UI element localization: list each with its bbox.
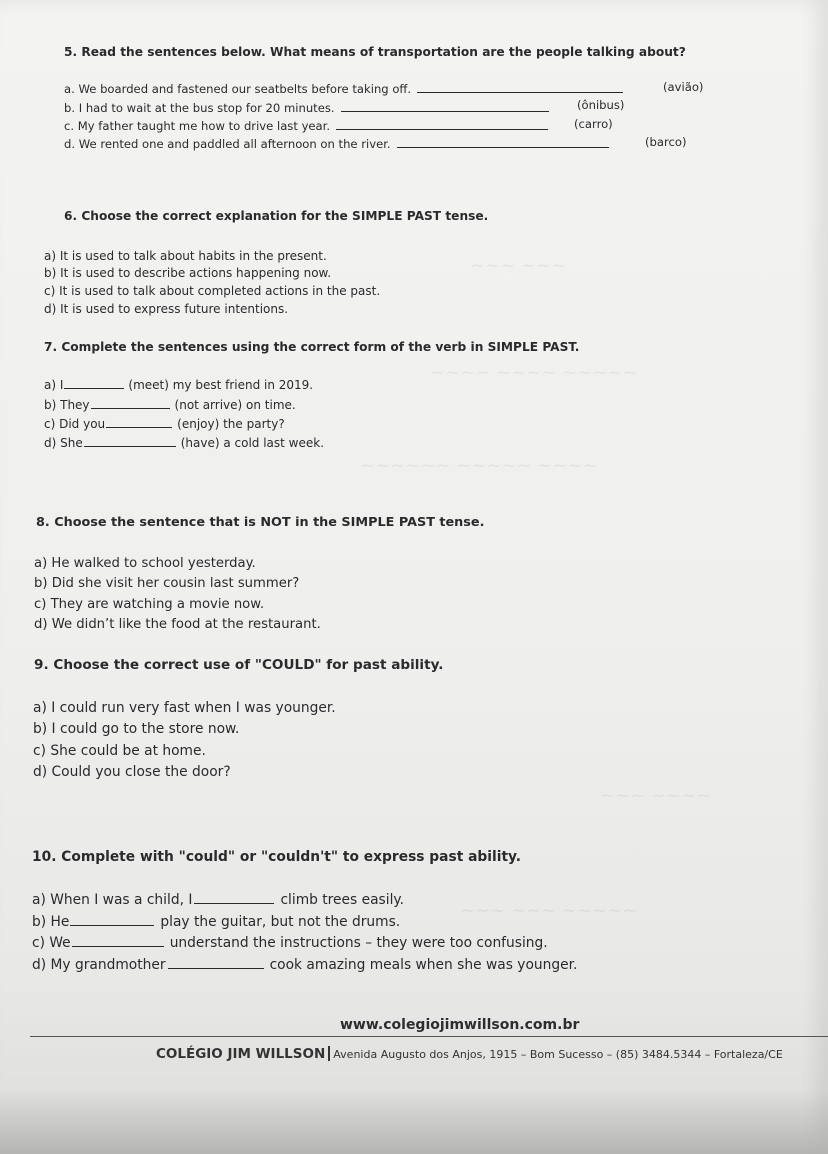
question-5-item-b [64, 101, 549, 115]
question-5-title: 5. Read the sentences below. What means of transportation are the people talking about? [64, 45, 686, 59]
footer-separator [328, 1046, 330, 1061]
answer-blank[interactable] [72, 946, 164, 947]
question-10-item-d [32, 957, 577, 973]
item-suffix: (not arrive) on time. [174, 398, 296, 412]
question-8-option-a[interactable]: a) He walked to school yesterday. [34, 556, 256, 571]
question-7-item-c [44, 417, 285, 431]
item-text: d. We rented one and paddled all afternoon on the river. [64, 137, 391, 151]
answer-blank[interactable] [84, 446, 176, 447]
question-9-option-c[interactable]: c) She could be at home. [33, 743, 206, 759]
answer-blank[interactable] [341, 111, 549, 112]
item-prefix: a) When I was a child, I [32, 892, 193, 908]
question-7-item-b [44, 398, 296, 412]
answer-blank[interactable] [336, 129, 548, 130]
bleed-through-mark: ~~~ ~~~ [470, 255, 567, 276]
item-text: b. I had to wait at the bus stop for 20 minutes. [64, 101, 335, 115]
item-suffix: climb trees easily. [280, 892, 404, 908]
answer-blank[interactable] [70, 925, 154, 926]
bleed-through-mark: ~~~~~~ ~~~~~ ~~~~ [360, 455, 598, 476]
answer-blank[interactable] [397, 147, 609, 148]
item-suffix: cook amazing meals when she was younger. [269, 957, 578, 973]
answer-blank[interactable] [106, 427, 172, 428]
item-prefix: c) We [32, 935, 71, 951]
question-10-item-c [32, 935, 548, 951]
hint-carro: (carro) [574, 117, 613, 131]
answer-blank[interactable] [417, 92, 623, 93]
answer-blank[interactable] [194, 903, 274, 904]
question-6-option-c[interactable]: c) It is used to talk about completed actions in the past. [44, 284, 381, 298]
bleed-through-mark: ~~~ ~~~ ~~~~~ [460, 900, 638, 921]
question-10-item-b [32, 914, 400, 930]
school-website: www.colegiojimwillson.com.br [340, 1017, 580, 1033]
item-prefix: d) My grandmother [32, 957, 166, 973]
question-5-item-c [64, 119, 548, 133]
question-5-item-a [64, 82, 623, 96]
question-6-option-d[interactable]: d) It is used to express future intentions. [44, 302, 289, 316]
item-suffix: play the guitar, but not the drums. [160, 914, 401, 930]
item-prefix: b) He [32, 914, 70, 930]
item-suffix: (meet) my best friend in 2019. [128, 378, 314, 392]
item-prefix: c) Did you [44, 417, 106, 431]
question-8-option-b[interactable]: b) Did she visit her cousin last summer? [34, 576, 300, 591]
question-8-title: 8. Choose the sentence that is NOT in the SIMPLE PAST tense. [36, 515, 485, 530]
question-9-option-a[interactable]: a) I could run very fast when I was younger. [33, 700, 336, 716]
hint-aviao: (avião) [663, 80, 704, 94]
question-7-title: 7. Complete the sentences using the correct form of the verb in SIMPLE PAST. [44, 340, 580, 354]
question-10-title: 10. Complete with "could" or "couldn't" to express past ability. [32, 849, 522, 865]
item-text: a. We boarded and fastened our seatbelts before taking off. [64, 82, 412, 96]
hint-barco: (barco) [645, 135, 687, 149]
item-suffix: (have) a cold last week. [180, 436, 325, 450]
question-7-item-a [44, 378, 313, 392]
item-suffix: (enjoy) the party? [177, 417, 285, 431]
question-10-item-a [32, 892, 404, 908]
page-bottom-shadow [0, 1090, 828, 1154]
bleed-through-mark: ~~~~ ~~~~ ~~~~~ [430, 362, 638, 383]
school-address: Avenida Augusto dos Anjos, 1915 – Bom Sucesso – (85) 3484.5344 – Fortaleza/CE [333, 1048, 783, 1061]
footer-divider [30, 1036, 828, 1037]
question-9-title: 9. Choose the correct use of "COULD" for past ability. [34, 657, 444, 673]
question-6-option-b[interactable]: b) It is used to describe actions happening now. [44, 266, 332, 280]
answer-blank[interactable] [168, 968, 264, 969]
item-prefix: d) She [44, 436, 83, 450]
question-5-item-d [64, 137, 609, 151]
question-6-option-a[interactable]: a) It is used to talk about habits in the present. [44, 249, 327, 263]
question-6-title: 6. Choose the correct explanation for the SIMPLE PAST tense. [64, 209, 489, 223]
question-9-option-d[interactable]: d) Could you close the door? [33, 764, 231, 780]
item-prefix: b) They [44, 398, 90, 412]
question-7-item-d [44, 436, 324, 450]
question-8-option-d[interactable]: d) We didn’t like the food at the restaurant. [34, 617, 321, 632]
question-8-option-c[interactable]: c) They are watching a movie now. [34, 597, 265, 612]
hint-onibus: (ônibus) [577, 98, 625, 112]
school-name: COLÉGIO JIM WILLSON [156, 1046, 326, 1062]
item-prefix: a) I [44, 378, 64, 392]
bleed-through-mark: ~~~ ~~~~ [600, 785, 712, 806]
item-suffix: understand the instructions – they were too confusing. [169, 935, 548, 951]
question-9-option-b[interactable]: b) I could go to the store now. [33, 721, 240, 737]
answer-blank[interactable] [91, 408, 170, 409]
item-text: c. My father taught me how to drive last year. [64, 119, 331, 133]
answer-blank[interactable] [64, 388, 124, 389]
footer-school-info [156, 1043, 783, 1062]
